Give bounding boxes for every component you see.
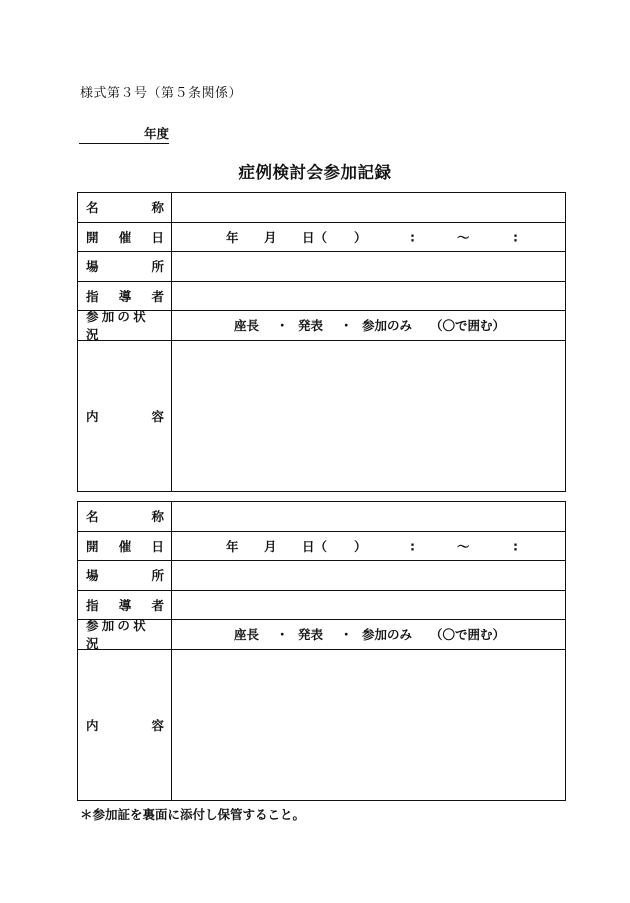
option-presentation[interactable]: 発表 [298, 627, 324, 643]
place-row [78, 561, 565, 591]
name-field[interactable] [172, 502, 565, 531]
participation-row [78, 620, 565, 650]
date-label: 開 催 日 [78, 223, 172, 252]
end-time-colon: : [513, 538, 518, 554]
month-unit: 月 [264, 229, 277, 245]
participation-field[interactable] [172, 311, 565, 340]
range-tilde: 〜 [457, 229, 470, 245]
participation-row [78, 311, 565, 341]
document-title: 症例検討会参加記録 [238, 163, 392, 182]
year-field[interactable] [79, 127, 169, 144]
record-block-1 [77, 192, 566, 492]
start-time-colon: : [410, 538, 415, 554]
separator-dot: ・ [276, 627, 289, 643]
year-label: 年度 [143, 126, 169, 141]
content-label: 内 容 [78, 650, 172, 801]
year-unit: 年 [226, 229, 239, 245]
content-field[interactable] [172, 650, 565, 801]
date-row [78, 532, 565, 562]
place-label: 場 所 [78, 252, 172, 281]
participation-label: 参加の状況 [78, 620, 172, 649]
option-presentation[interactable]: 発表 [298, 318, 324, 334]
place-label: 場 所 [78, 561, 172, 590]
content-row [78, 341, 565, 492]
instructor-field[interactable] [172, 591, 565, 620]
date-row [78, 223, 565, 253]
footnote: ＊参加証を裏面に添付し保管すること。 [80, 807, 306, 822]
year-unit: 年 [226, 538, 239, 554]
instructor-label: 指 導 者 [78, 282, 172, 311]
month-unit: 月 [264, 538, 277, 554]
option-chair[interactable]: 座長 [234, 318, 260, 334]
instructor-label: 指 導 者 [78, 591, 172, 620]
separator-dot: ・ [340, 318, 353, 334]
record-block-2 [77, 501, 566, 801]
participation-field[interactable] [172, 620, 565, 649]
content-label: 内 容 [78, 341, 172, 492]
date-field[interactable] [172, 223, 565, 252]
circle-instruction: （〇で囲む） [430, 627, 506, 643]
name-label: 名 称 [78, 193, 172, 222]
option-attend-only[interactable]: 参加のみ [362, 318, 413, 334]
place-field[interactable] [172, 561, 565, 590]
close-paren: ） [354, 229, 367, 245]
day-unit: 日（ [302, 229, 328, 245]
close-paren: ） [354, 538, 367, 554]
place-field[interactable] [172, 252, 565, 281]
name-row [78, 193, 565, 223]
separator-dot: ・ [276, 318, 289, 334]
name-field[interactable] [172, 193, 565, 222]
content-field[interactable] [172, 341, 565, 492]
day-unit: 日（ [302, 538, 328, 554]
name-row [78, 502, 565, 532]
content-row [78, 650, 565, 801]
option-chair[interactable]: 座長 [234, 627, 260, 643]
name-label: 名 称 [78, 502, 172, 531]
instructor-field[interactable] [172, 282, 565, 311]
option-attend-only[interactable]: 参加のみ [362, 627, 413, 643]
date-label: 開 催 日 [78, 532, 172, 561]
circle-instruction: （〇で囲む） [430, 318, 506, 334]
end-time-colon: : [513, 229, 518, 245]
form-number: 様式第３号（第５条関係） [80, 86, 243, 101]
range-tilde: 〜 [457, 538, 470, 554]
start-time-colon: : [410, 229, 415, 245]
separator-dot: ・ [340, 627, 353, 643]
place-row [78, 252, 565, 282]
participation-label: 参加の状況 [78, 311, 172, 340]
date-field[interactable] [172, 532, 565, 561]
